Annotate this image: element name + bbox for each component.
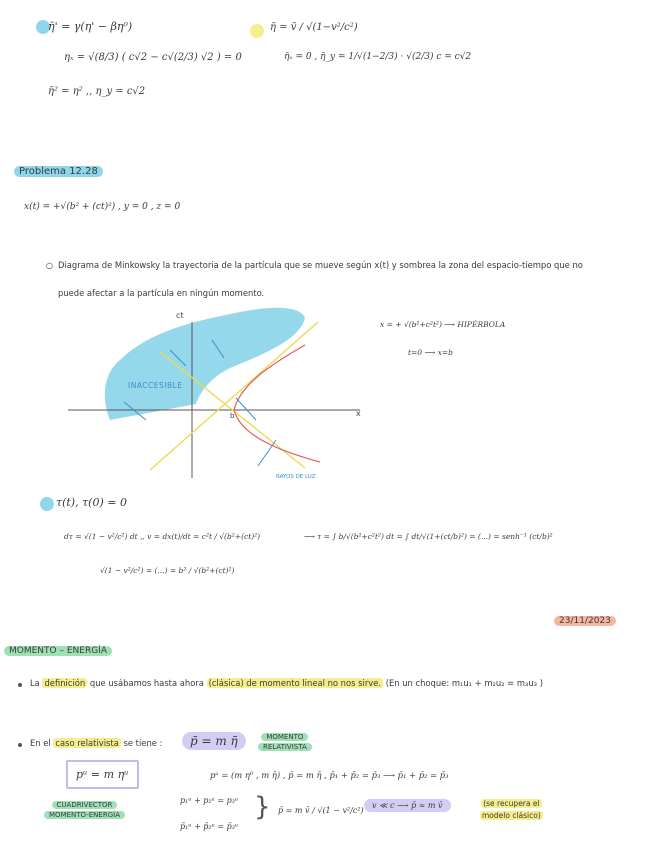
- ct-axis-label: ct: [176, 311, 184, 320]
- item-g-badge: [40, 497, 54, 511]
- tau-eq1: dτ = √(1 − v²/c²) dt ,, v = dx(t)/dt = c²t / √(b²+(ct)²): [64, 532, 261, 541]
- section-title: MOMENTO – ENERGÍA: [4, 646, 112, 656]
- ray-pointer-2: [258, 440, 276, 466]
- f-eq2: η̄ₓ = 0 , η̄_y = 1/√(1−2/3) · √(2/3) c = c√2: [284, 52, 472, 62]
- hyperbola: [234, 345, 320, 462]
- classical-note: (se recupera el modelo clásico): [482, 799, 541, 820]
- relativistic-momentum-eq: p̄ = m η̄: [182, 734, 246, 748]
- tau-eq2: ⟶ τ = ∫ b/√(b²+c²t²) dt = ∫ dt/√(1+(ct/b)²) = (...) = senh⁻¹ (ct/b)²: [304, 532, 553, 541]
- four-momentum-box: pᵘ = m ηᵘ: [66, 760, 139, 789]
- system-eq2: p̄₁ᵘ + p̄₂ᵘ = p̄₃ᵘ: [180, 822, 239, 831]
- bullet-1-text: La definición que usábamos hasta ahora (clásica) de momento lineal no nos sirve. (En un choque: m₁u₁ + m₂u₂ = m₃u₃ ): [30, 678, 543, 688]
- system-brace: }: [254, 792, 271, 822]
- classical-limit: v ≪ c ⟶ p̄ ≈ m v̄: [364, 801, 451, 810]
- e-eq2: ηₓ = √(8/3) ( c√2 − c√(2/3) √2 ) = 0: [64, 52, 242, 63]
- initial-condition-note: t=0 ⟶ x=b: [408, 348, 453, 357]
- problem-equation: x(t) = +√(b² + (ct)²) , y = 0 , z = 0: [24, 202, 181, 212]
- system-eq1: p₁ᵘ + p₂ᵘ = p₃ᵘ: [180, 796, 239, 805]
- hyperbola-note: x = + √(b²+c²t²) ⟶ HIPÉRBOLA: [380, 320, 506, 329]
- momentum-eq-row: pᵘ = (m η⁰ , m η̄) , p̄ = m η̄ , p̄₁ + p̄₂ = p̄₃ ⟶ p̄₁ + p̄₂ = p̄₃: [210, 770, 449, 780]
- inaccessible-label: INACCESIBLE: [128, 381, 183, 390]
- ray-pointer-1: [236, 398, 256, 420]
- tau-header: τ(t), τ(0) = 0: [56, 496, 127, 509]
- problem-title: Problema 12.28: [14, 166, 103, 177]
- item-f-badge: [250, 24, 264, 38]
- four-momentum-label: CUADRIVECTOR MOMENTO-ENERGÍA: [44, 800, 125, 820]
- problem-statement-line2: puede afectar a la partícula en ningún momento.: [58, 288, 265, 298]
- minkowski-diagram: [0, 296, 646, 496]
- rays-label: RAYOS DE LUZ: [276, 474, 316, 480]
- bullet-2-text: En el caso relativista se tiene :: [30, 738, 163, 748]
- momentum-fraction: p̄ = m v̄ / √(1 − v²/c²): [278, 806, 364, 815]
- bullet-hollow: ○: [46, 261, 53, 270]
- e-eq1: η̄' = γ(η' − βη⁰): [48, 20, 133, 33]
- bullet-1: [18, 683, 22, 687]
- bullet-2: [18, 743, 22, 747]
- relativistic-momentum-label: MOMENTO RELATIVISTA: [258, 732, 312, 752]
- f-eq1: η̄ = v̄ / √(1−v²/c²): [270, 22, 358, 33]
- x-axis-label: x: [356, 409, 361, 418]
- problem-statement-line1: Diagrama de Minkowsky la trayectoria de la partícula que se mueve según x(t) y sombrea la zona del espacio-tiempo que no: [58, 260, 583, 270]
- e-eq3: η̄² = η² ,, η_y = c√2: [48, 86, 146, 97]
- date-label: 23/11/2023: [554, 616, 616, 626]
- b-label: b: [230, 412, 235, 420]
- tau-eq3: √(1 − v²/c²) = (...) = b² / √(b²+(ct)²): [100, 566, 235, 575]
